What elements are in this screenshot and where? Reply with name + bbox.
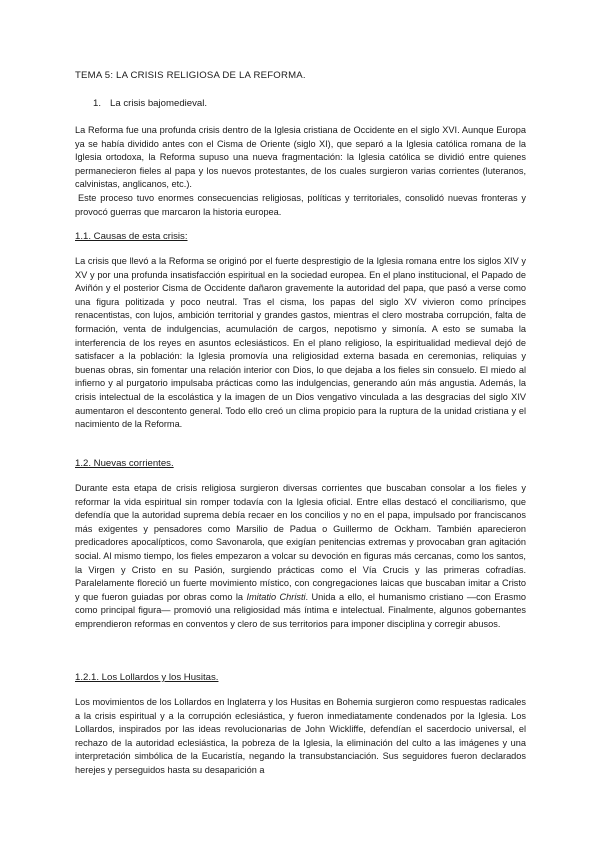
heading-1-2: 1.2. Nuevas corrientes. bbox=[75, 458, 174, 469]
lollards-paragraph: Los movimientos de los Lollardos en Inglaterra y los Husitas en Bohemia surgieron como respuestas radicales a la crisis espiritual y a la corrupción eclesiástica, y fueron inmediatamente condenados por la Iglesia. Los Lollardos, inspirados por las ideas revolucionarias de John Wickliffe, defendían el sacerdocio universal, el rechazo de la autoridad eclesiástica, la pobreza de la Iglesia, la eliminación del culto a las imágenes y una interpretación simbólica de la Eucaristía, negando la transubstanciación. Sus seguidores fueron declarados herejes y perseguidos hasta su desaparición a bbox=[75, 697, 526, 775]
section-number: 1. bbox=[93, 98, 102, 109]
currents-block bbox=[75, 482, 526, 632]
intro-paragraph-2: Este proceso tuvo enormes consecuencias religiosas, políticas y territoriales, consolidó nuevas fronteras y provocó guerras que marcaron la historia europea. bbox=[75, 192, 526, 217]
causes-paragraph: La crisis que llevó a la Reforma se originó por el fuerte desprestigio de la Iglesia romana entre los siglos XIV y XV y por una profunda insatisfacción espiritual en la sociedad europea. En el plano institucional, el Papado de Aviñón y el posterior Cisma de Occidente dañaron gravemente la autoridad del papa, que pasó a verse como una figura politizada y poco neutral. Tras el cisma, los papas del siglo XV vivieron como príncipes renacentistas, con lujos, ambición territorial y grandes gastos, mientras el clero mostraba corrupción, falta de formación, venta de indulgencias, acumulación de cargos, nepotismo y simonía. A esto se sumaba la interferencia de los reyes en asuntos eclesiásticos. En el plano religioso, la espiritualidad medieval dejó de satisfacer a la población: la Iglesia promovía una religiosidad externa basada en ceremonias, reliquias y buenas obras, sin fomentar una relación interior con Dios, lo que dejaba a los fieles sin consuelo. El miedo al infierno y al purgatorio impulsaba prácticas como las indulgencias, generando aún más angustia. Además, la crisis intelectual de la escolástica y la imagen de un Dios vengativo vinculada a las desgracias del siglo XIV aumentaron el descontento general. Todo ello creó un clima propicio para la ruptura de la unidad cristiana y el nacimiento de la Reforma. bbox=[75, 256, 526, 430]
intro-block bbox=[75, 124, 526, 219]
causes-block bbox=[75, 255, 526, 432]
currents-text-a: Durante esta etapa de crisis religiosa surgieron diversas corrientes que buscaban consolar a los fieles y reformar la vida espiritual sin romper todavía con la Iglesia oficial. Entre ellas destacó el conciliarismo, que defendía que la autoridad suprema debía recaer en los concilios y no en el papa, impulsado por franciscanos más exigentes y pensadores como Marsilio de Padua o Guillermo de Ockham. También aparecieron predicadores apocalípticos, como Savonarola, que exigían penitencias extremas y provocaban gran agitación social. Al mismo tiempo, los fieles empezaron a volcar su devoción en figuras más cercanas, como los santos, la Virgen y Cristo en su Pasión, surgiendo prácticas como el Vía Crucis y las primeras cofradías. Paralelamente floreció un fuerte movimiento místico, con congregaciones laicas que buscaban imitar a Cristo y que fueron guiadas por obras como la bbox=[75, 483, 526, 602]
section-label: La crisis bajomedieval. bbox=[110, 98, 208, 109]
currents-text-b: . Unida a ello, el humanismo cristiano —con Erasmo como principal figura— promovió una religiosidad más íntima e intelectual. Finalmente, algunos gobernantes emprendieron reformas en conventos y clero de sus territorios para imponer disciplina y corregir abusos. bbox=[75, 591, 526, 629]
imitatio-christi-title: Imitatio Christi bbox=[246, 591, 306, 602]
section-heading-1 bbox=[93, 97, 207, 111]
currents-paragraph bbox=[75, 482, 526, 632]
heading-1-1: 1.1. Causas de esta crisis: bbox=[75, 231, 188, 242]
document-title: TEMA 5: LA CRISIS RELIGIOSA DE LA REFORMA. bbox=[75, 70, 306, 81]
intro-paragraph-1: La Reforma fue una profunda crisis dentro de la Iglesia cristiana de Occidente en el siglo XVI. Aunque Europa ya se había dividido antes con el Cisma de Oriente (siglo XI), que separó a la Iglesia católica romana de la Iglesia ortodoxa, la Reforma supuso una nueva fragmentación: la Iglesia católica se dividió entre quienes permanecieron fieles al papa y los nuevos protestantes, de los cuales surgieron varias corrientes (luteranos, calvinistas, anglicanos, etc.). bbox=[75, 125, 526, 190]
lollards-block bbox=[75, 696, 526, 778]
heading-1-2-1: 1.2.1. Los Lollardos y los Husitas. bbox=[75, 672, 219, 683]
